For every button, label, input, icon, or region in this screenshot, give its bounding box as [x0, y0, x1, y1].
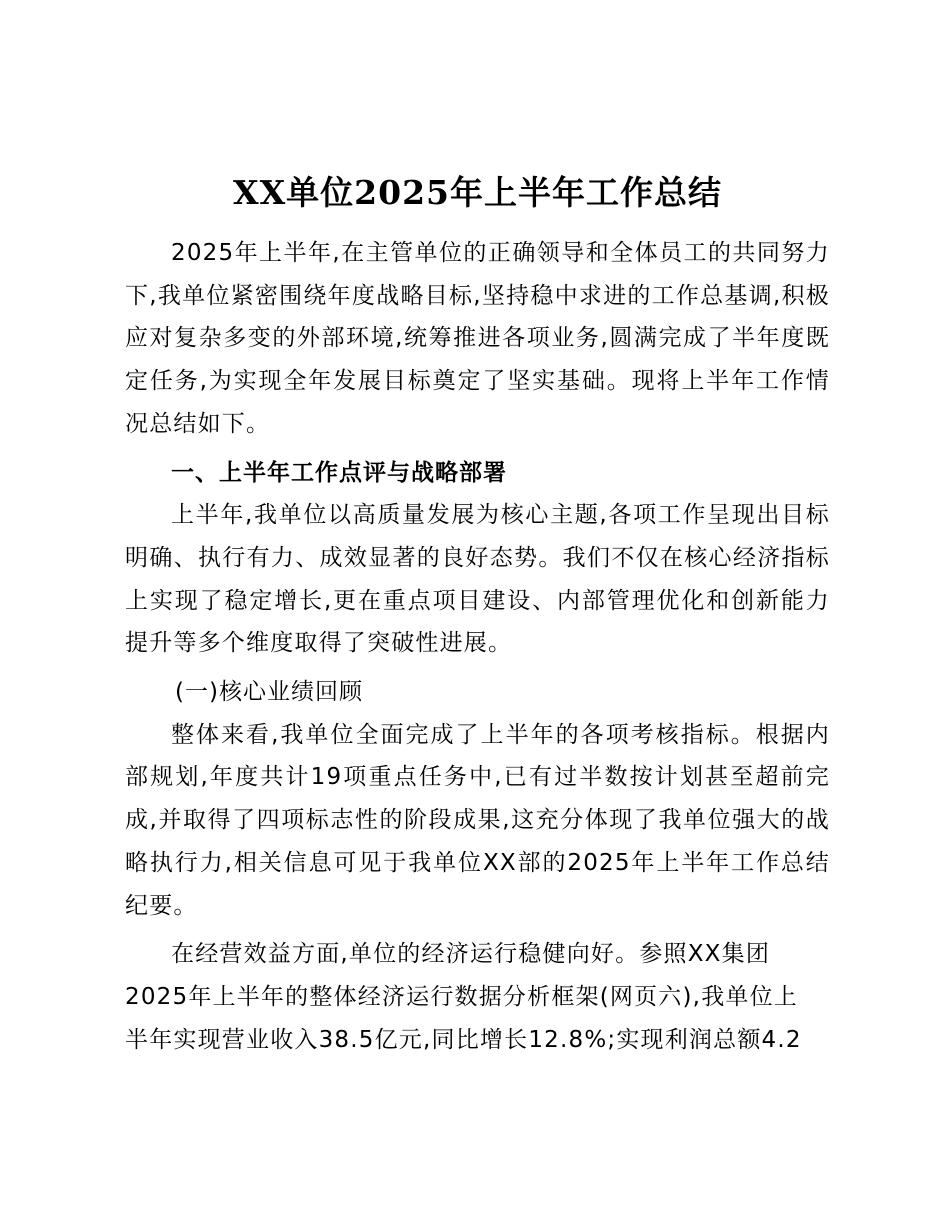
- paragraph-line: 半年实现营业收入38.5亿元,同比增长12.8%;实现利润总额4.2: [125, 1026, 802, 1053]
- paragraph-line: 在经营效益方面,单位的经济运行稳健向好。参照XX集团: [171, 941, 771, 968]
- intro-paragraph: 2025年上半年,在主管单位的正确领导和全体员工的共同努力下,我单位紧密围绕年度战略目标,坚持稳中求进的工作总基调,积极应对复杂多变的外部环境,统筹推进各项业务,圆满完成了半年度既定任务,为实现全年发展目标奠定了坚实基础。现将上半年工作情况总结如下。: [125, 240, 830, 437]
- subsection-1-paragraph-2: [125, 933, 830, 1061]
- section-1-paragraph: 上半年,我单位以高质量发展为核心主题,各项工作呈现出目标明确、执行有力、成效显著的良好态势。我们不仅在核心经济指标上实现了稳定增长,更在重点项目建设、内部管理优化和创新能力提升等多个维度取得了突破性进展。: [125, 502, 830, 657]
- document-title: XX单位2025年上半年工作总结: [232, 173, 723, 212]
- paragraph-line: 2025年上半年的整体经济运行数据分析框架(网页六),我单位上: [125, 983, 798, 1010]
- document-body: [125, 168, 830, 1061]
- section-heading-1: 一、上半年工作点评与战略部署: [171, 459, 507, 486]
- subsection-heading-1: (一)核心业绩回顾: [175, 679, 363, 706]
- subsection-1-paragraph-1: 整体来看,我单位全面完成了上半年的各项考核指标。根据内部规划,年度共计19项重点任务中,已有过半数按计划甚至超前完成,并取得了四项标志性的阶段成果,这充分体现了我单位强大的战略执行力,相关信息可见于我单位XX部的2025年上半年工作总结纪要。: [125, 721, 830, 919]
